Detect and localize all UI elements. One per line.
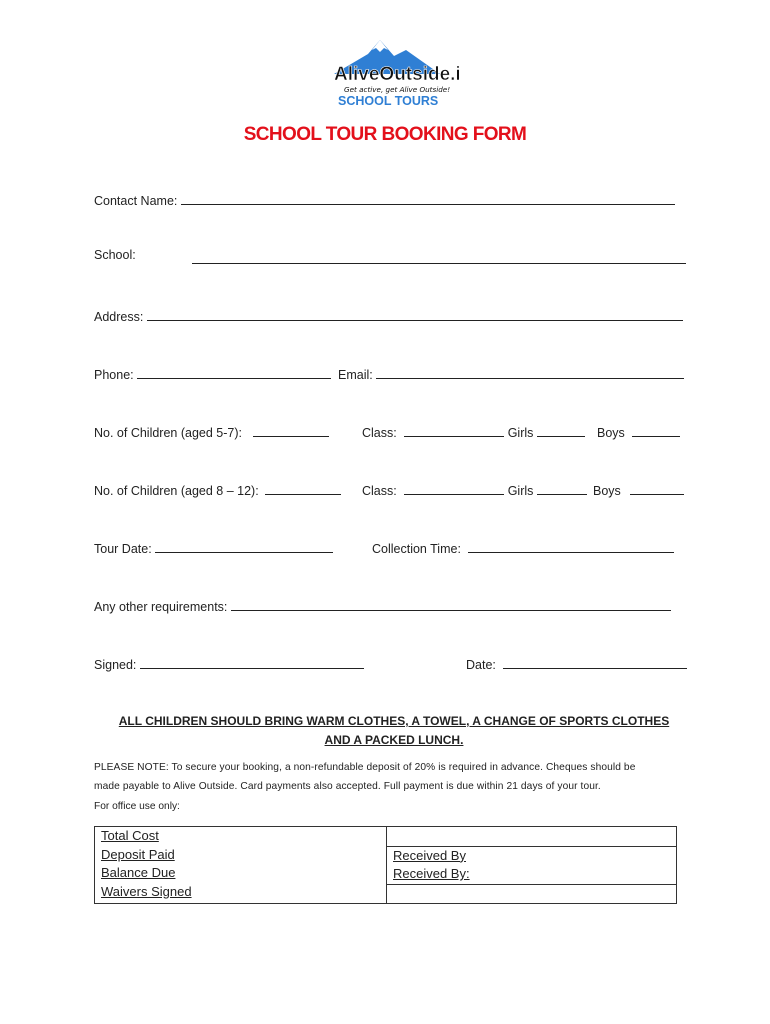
note-line-1: PLEASE NOTE: To secure your booking, a non-refundable deposit of 20% is required in advance. Cheques should be bbox=[94, 762, 636, 773]
balance-due-label: Balance Due bbox=[101, 865, 176, 880]
class-input-1[interactable] bbox=[404, 422, 504, 437]
school-label: School: bbox=[94, 248, 136, 262]
address-label: Address: bbox=[94, 310, 144, 324]
date-row bbox=[466, 654, 687, 672]
received-by-label-1: Received By bbox=[393, 847, 466, 863]
children-5-7-input[interactable] bbox=[253, 422, 329, 437]
requirements-label: Any other requirements: bbox=[94, 600, 228, 614]
signed-row bbox=[94, 654, 364, 672]
boys-input-1[interactable] bbox=[632, 422, 680, 437]
tour-date-input[interactable] bbox=[155, 538, 333, 553]
girls-input-1[interactable] bbox=[537, 422, 585, 437]
boys-input-2[interactable] bbox=[630, 480, 684, 495]
alive-outside-logo bbox=[328, 36, 460, 108]
email-input[interactable] bbox=[376, 364, 684, 379]
form-title: SCHOOL TOUR BOOKING FORM bbox=[243, 124, 527, 145]
office-blank-cell[interactable] bbox=[387, 827, 676, 847]
class-label-2: Class: bbox=[362, 484, 397, 498]
children-8-12-row bbox=[94, 480, 341, 498]
phone-input[interactable] bbox=[137, 364, 331, 379]
class-row-1 bbox=[362, 422, 585, 440]
address-row bbox=[94, 306, 683, 324]
office-use-label: For office use only: bbox=[94, 801, 180, 812]
class-input-2[interactable] bbox=[404, 480, 504, 495]
received-by-label-2: Received By: bbox=[393, 866, 470, 881]
office-left-cell bbox=[95, 827, 387, 904]
payment-note bbox=[94, 758, 704, 796]
boys-row-1 bbox=[597, 422, 680, 440]
office-blank-cell-2[interactable] bbox=[387, 885, 676, 903]
email-label: Email: bbox=[338, 368, 373, 382]
children-8-12-input[interactable] bbox=[265, 480, 341, 495]
date-label: Date: bbox=[466, 658, 496, 672]
notice-line-2: AND A PACKED LUNCH. bbox=[324, 733, 464, 747]
requirements-row bbox=[94, 596, 671, 614]
girls-label-2: Girls bbox=[507, 484, 534, 498]
phone-label: Phone: bbox=[94, 368, 134, 382]
boys-label-2: Boys bbox=[593, 484, 621, 498]
tour-date-label: Tour Date: bbox=[94, 542, 152, 556]
class-label-1: Class: bbox=[362, 426, 397, 440]
notice-line-1: ALL CHILDREN SHOULD BRING WARM CLOTHES, A TOWEL, A CHANGE OF SPORTS CLOTHES bbox=[118, 714, 670, 728]
office-use-table bbox=[94, 826, 677, 904]
total-cost-label: Total Cost bbox=[101, 828, 159, 843]
logo-tagline: Get active, get Alive Outside! bbox=[344, 85, 451, 94]
deposit-paid-label: Deposit Paid bbox=[101, 846, 175, 862]
waivers-signed-label: Waivers Signed bbox=[101, 883, 192, 899]
children-5-7-label: No. of Children (aged 5-7): bbox=[94, 426, 242, 440]
logo-brand: AliveOutside.ie bbox=[334, 64, 460, 85]
contact-name-input[interactable] bbox=[181, 190, 675, 205]
class-row-2 bbox=[362, 480, 587, 498]
signed-label: Signed: bbox=[94, 658, 137, 672]
note-line-2: made payable to Alive Outside. Card payments also accepted. Full payment is due within 21 days of your tour. bbox=[94, 781, 601, 792]
address-input[interactable] bbox=[147, 306, 683, 321]
collection-time-input[interactable] bbox=[468, 538, 674, 553]
phone-row bbox=[94, 364, 331, 382]
tour-date-row bbox=[94, 538, 333, 556]
boys-row-2 bbox=[593, 480, 684, 498]
requirements-input[interactable] bbox=[231, 596, 671, 611]
contact-name-row bbox=[94, 190, 675, 208]
school-input[interactable] bbox=[192, 249, 686, 264]
boys-label-1: Boys bbox=[597, 426, 625, 440]
notice-text bbox=[94, 712, 694, 750]
email-row bbox=[338, 364, 684, 382]
collection-time-row bbox=[372, 538, 674, 556]
collection-time-label: Collection Time: bbox=[372, 542, 461, 556]
logo-subtitle: SCHOOL TOURS bbox=[338, 94, 439, 108]
date-input[interactable] bbox=[503, 654, 687, 669]
office-right-cell bbox=[387, 827, 677, 904]
children-5-7-row bbox=[94, 422, 329, 440]
contact-name-label: Contact Name: bbox=[94, 194, 178, 208]
mountain-icon bbox=[328, 36, 460, 108]
girls-label-1: Girls bbox=[507, 426, 534, 440]
children-8-12-label: No. of Children (aged 8 – 12): bbox=[94, 484, 259, 498]
signed-input[interactable] bbox=[140, 654, 364, 669]
girls-input-2[interactable] bbox=[537, 480, 587, 495]
